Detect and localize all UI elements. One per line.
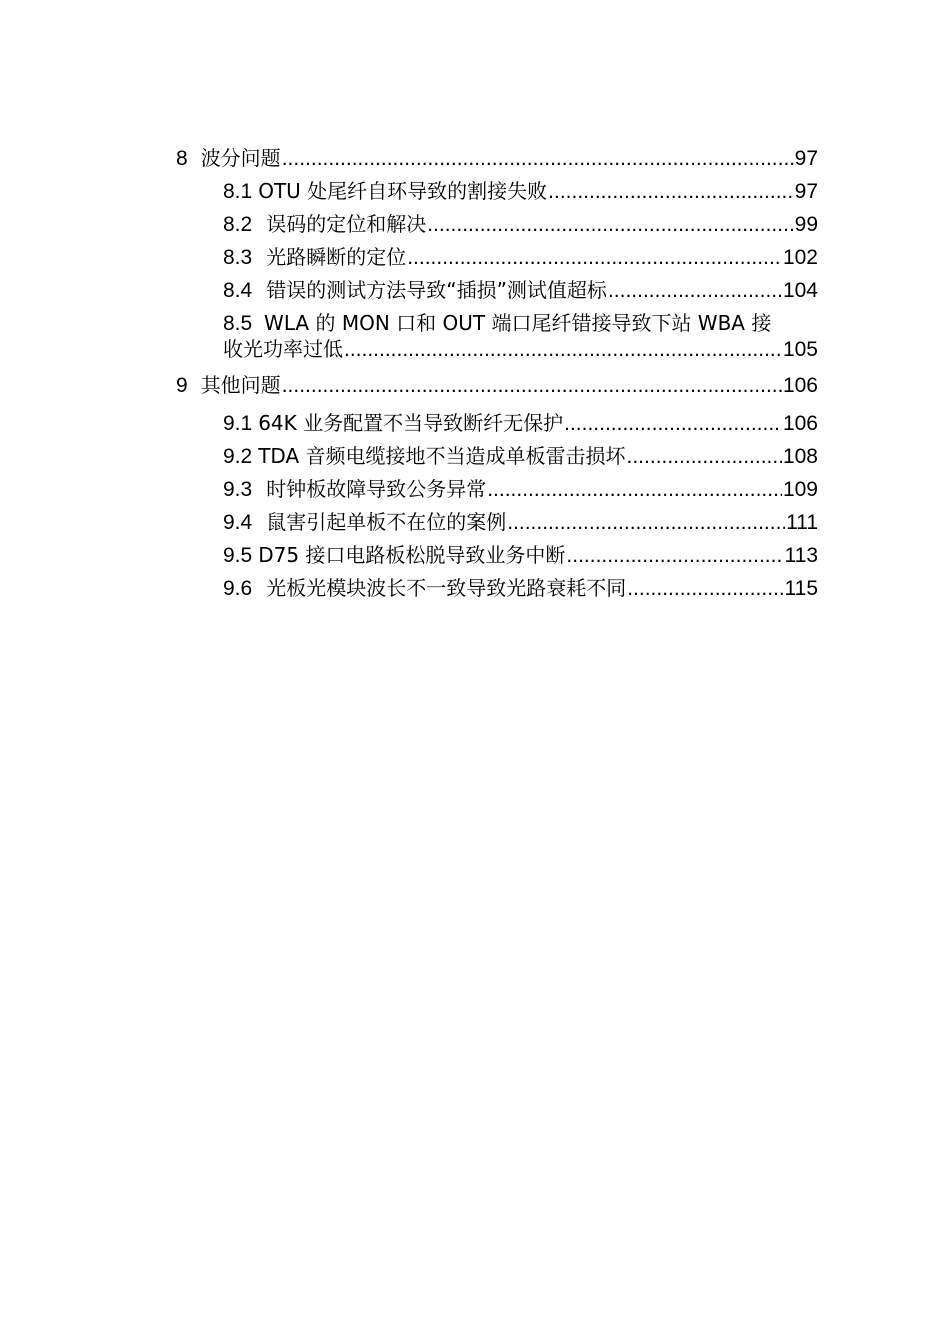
toc-section-title: 波分问题: [200, 146, 281, 170]
toc-item-number: 9.5: [223, 544, 253, 567]
toc-page-number: 106: [782, 374, 818, 397]
toc-item-title: OTU 处尾纤自环导致的割接失败: [258, 179, 548, 203]
toc-item-9-5[interactable]: [176, 543, 818, 568]
toc-item-8-4[interactable]: [176, 278, 818, 303]
toc-item-8-3[interactable]: [176, 245, 818, 270]
toc-item-number: 9.6: [223, 577, 253, 600]
toc-page-number: 106: [782, 412, 818, 435]
toc-item-number: 9.3: [223, 478, 253, 501]
table-of-contents: [176, 146, 818, 609]
toc-leader-dots: [407, 246, 782, 270]
toc-item-8-2[interactable]: [176, 212, 818, 237]
toc-leader-dots: [344, 338, 782, 362]
toc-item-title: WLA 的 MON 口和 OUT 端口尾纤错接导致下站 WBA 接: [264, 311, 772, 335]
toc-section-title: 其他问题: [200, 373, 281, 397]
toc-item-number: 8.1: [223, 180, 253, 203]
toc-page-number: 97: [794, 147, 818, 170]
toc-item-number: 9.2: [223, 445, 253, 468]
toc-leader-dots: [566, 544, 783, 568]
toc-section-number: 9: [176, 374, 188, 397]
toc-item-number: 9.4: [223, 511, 253, 534]
toc-item-9-1[interactable]: [176, 411, 818, 436]
toc-leader-dots: [548, 180, 793, 204]
toc-item-title-continued: 收光功率过低: [223, 337, 343, 361]
toc-item-second-line: [223, 337, 818, 362]
toc-leader-dots: [487, 478, 782, 502]
toc-leader-dots: [282, 374, 782, 398]
toc-leader-dots: [564, 412, 782, 436]
toc-item-title: 光板光模块波长不一致导致光路衰耗不同: [266, 576, 627, 600]
toc-item-title: TDA 音频电缆接地不当造成单板雷击损坏: [258, 444, 626, 468]
toc-page-number: 115: [784, 577, 818, 600]
toc-section-number: 8: [176, 147, 188, 170]
toc-page-number: 108: [782, 445, 818, 468]
toc-item-title: 误码的定位和解决: [266, 212, 427, 236]
toc-page-number: 102: [782, 246, 818, 269]
toc-item-number: 8.4: [223, 279, 253, 302]
toc-item-8-5[interactable]: [176, 311, 818, 362]
toc-item-9-2[interactable]: [176, 444, 818, 469]
toc-item-title: 光路瞬断的定位: [266, 245, 407, 269]
toc-item-9-6[interactable]: [176, 576, 818, 601]
toc-page-number: 105: [782, 338, 818, 361]
toc-section-9[interactable]: [176, 373, 818, 398]
toc-page-number: 97: [794, 180, 818, 203]
toc-page-number: 113: [784, 544, 818, 567]
toc-leader-dots: [282, 147, 794, 171]
toc-item-9-3[interactable]: [176, 477, 818, 502]
toc-item-number: 8.3: [223, 246, 253, 269]
toc-item-number: 8.2: [223, 213, 253, 236]
toc-leader-dots: [507, 511, 785, 535]
toc-leader-dots: [627, 445, 782, 469]
toc-page-number: 104: [782, 279, 818, 302]
toc-item-8-1[interactable]: [176, 179, 818, 204]
toc-item-number: 9.1: [223, 412, 253, 435]
toc-item-number: 8.5: [223, 312, 253, 335]
toc-section-8[interactable]: [176, 146, 818, 171]
toc-page-number: 111: [786, 511, 818, 534]
toc-item-title: D75 接口电路板松脱导致业务中断: [258, 543, 566, 567]
toc-leader-dots: [608, 279, 782, 303]
toc-item-title: 错误的测试方法导致“插损”测试值超标: [266, 278, 607, 302]
toc-page-number: 99: [794, 213, 818, 236]
toc-item-first-line: [223, 311, 818, 336]
toc-item-title: 鼠害引起单板不在位的案例: [266, 510, 507, 534]
toc-page-number: 109: [782, 478, 818, 501]
toc-item-title: 64K 业务配置不当导致断纤无保护: [258, 411, 564, 435]
toc-item-9-4[interactable]: [176, 510, 818, 535]
toc-leader-dots: [427, 213, 793, 237]
toc-item-title: 时钟板故障导致公务异常: [266, 477, 487, 501]
toc-leader-dots: [627, 577, 783, 601]
